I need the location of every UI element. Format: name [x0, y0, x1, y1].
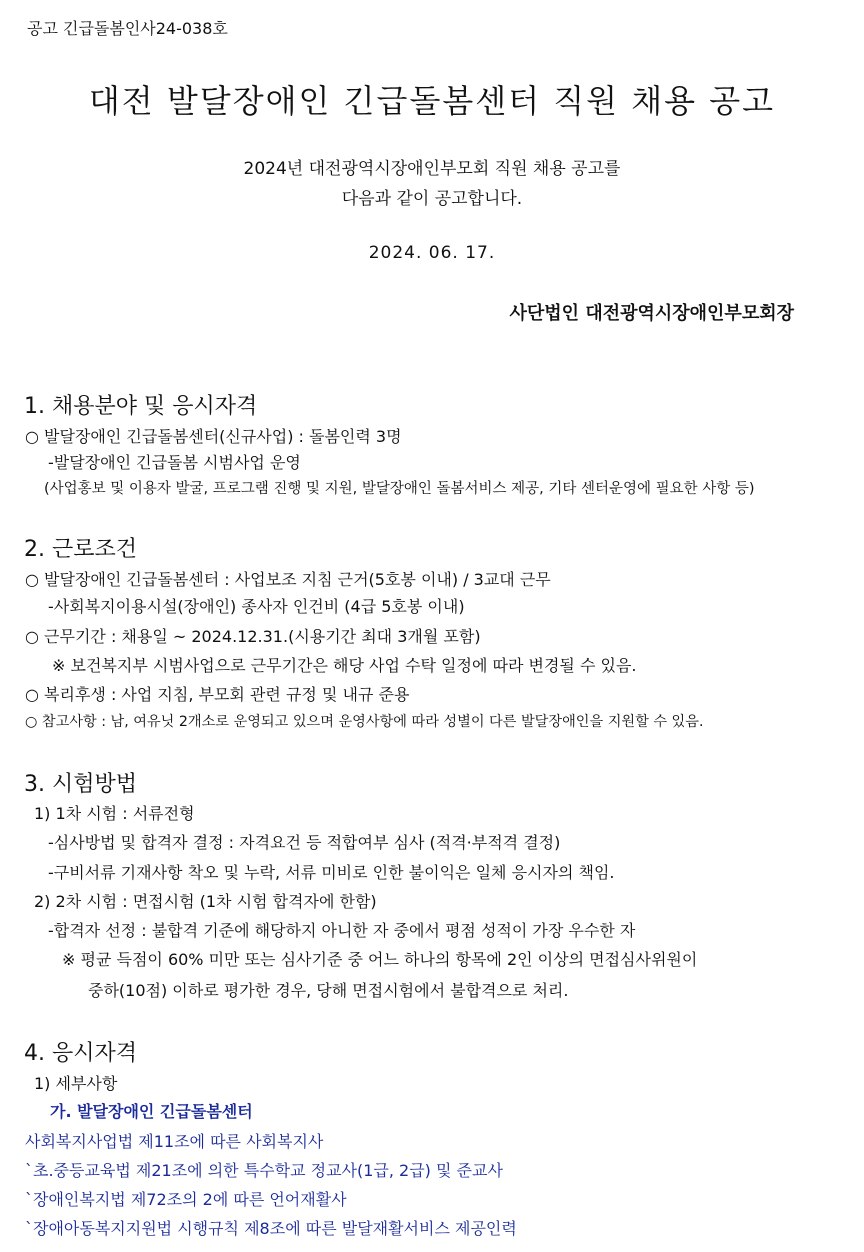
section-3-line: 1) 1차 시험 : 서류전형 — [34, 804, 195, 823]
section-1-line: (사업홍보 및 이용자 발굴, 프로그램 진행 및 지원, 발달장애인 돌봄서비스 제공, 기타 센터운영에 필요한 사항 등) — [44, 481, 755, 497]
section-4-line: 사회복지사업법 제11조에 따른 사회복지사 — [25, 1132, 324, 1151]
section-2-line: ○ 복리후생 : 사업 지침, 부모회 관련 규정 및 내규 준용 — [25, 685, 410, 704]
section-4-line: `장애아동복지지원법 시행규칙 제8조에 따른 발달재활서비스 제공인력 — [25, 1219, 517, 1238]
section-3-line: -합격자 선정 : 불합격 기준에 해당하지 아니한 자 중에서 평점 성적이 가장 우수한 자 — [48, 921, 636, 940]
section-2-line: ○ 발달장애인 긴급돌봄센터 : 사업보조 지침 근거(5호봉 이내) / 3교대 근무 — [25, 570, 551, 589]
section-2-line: ※ 보건복지부 시범사업으로 근무기간은 해당 사업 수탁 일정에 따라 변경될 수 있음. — [52, 656, 637, 675]
announcement-date: 2024. 06. 17. — [368, 243, 496, 263]
notice-number: 공고 긴급돌봄인사24-038호 — [27, 19, 228, 38]
section-4-line: `초.중등교육법 제21조에 의한 특수학교 정교사(1급, 2급) 및 준교사 — [25, 1161, 503, 1180]
section-3-title: 3. 시험방법 — [24, 772, 137, 797]
section-3-line: -심사방법 및 합격자 결정 : 자격요건 등 적합여부 심사 (적격·부적격 결정) — [48, 833, 561, 852]
section-4-title: 4. 응시자격 — [24, 1041, 137, 1066]
section-1-line: ○ 발달장애인 긴급돌봄센터(신규사업) : 돌봄인력 3명 — [25, 427, 402, 446]
section-4-line: 1) 세부사항 — [34, 1074, 118, 1093]
section-3-line: ※ 평균 득점이 60% 미만 또는 심사기준 중 어느 하나의 항목에 2인 이상의 면접심사위원이 — [62, 950, 698, 969]
section-1-line: -발달장애인 긴급돌봄 시범사업 운영 — [48, 453, 301, 472]
organization-signature: 사단법인 대전광역시장애인부모회장 — [509, 303, 794, 324]
section-2-line: ○ 참고사항 : 남, 여유닛 2개소로 운영되고 있으며 운영사항에 따라 성별이 다른 발달장애인을 지원할 수 있음. — [25, 714, 704, 730]
intro-line-2: 다음과 같이 공고합니다. — [341, 189, 523, 209]
section-2-line: -사회복지이용시설(장애인) 종사자 인건비 (4급 5호봉 이내) — [48, 597, 465, 616]
section-2-title: 2. 근로조건 — [24, 537, 137, 562]
section-4-subheading: 가. 발달장애인 긴급돌봄센터 — [50, 1102, 253, 1121]
section-1-title: 1. 채용분야 및 응시자격 — [24, 394, 258, 419]
page-title: 대전 발달장애인 긴급돌봄센터 직원 채용 공고 — [88, 82, 776, 120]
intro-line-1: 2024년 대전광역시장애인부모회 직원 채용 공고를 — [243, 159, 621, 179]
section-3-line: 중하(10점) 이하로 평가한 경우, 당해 면접시험에서 불합격으로 처리. — [88, 981, 569, 1000]
section-4-line: `장애인복지법 제72조의 2에 따른 언어재활사 — [25, 1190, 347, 1209]
section-3-line: 2) 2차 시험 : 면접시험 (1차 시험 합격자에 한함) — [34, 892, 377, 911]
section-2-line: ○ 근무기간 : 채용일 ~ 2024.12.31.(시용기간 최대 3개월 포함) — [25, 627, 481, 646]
section-3-line: -구비서류 기재사항 착오 및 누락, 서류 미비로 인한 불이익은 일체 응시자의 책임. — [48, 863, 615, 882]
